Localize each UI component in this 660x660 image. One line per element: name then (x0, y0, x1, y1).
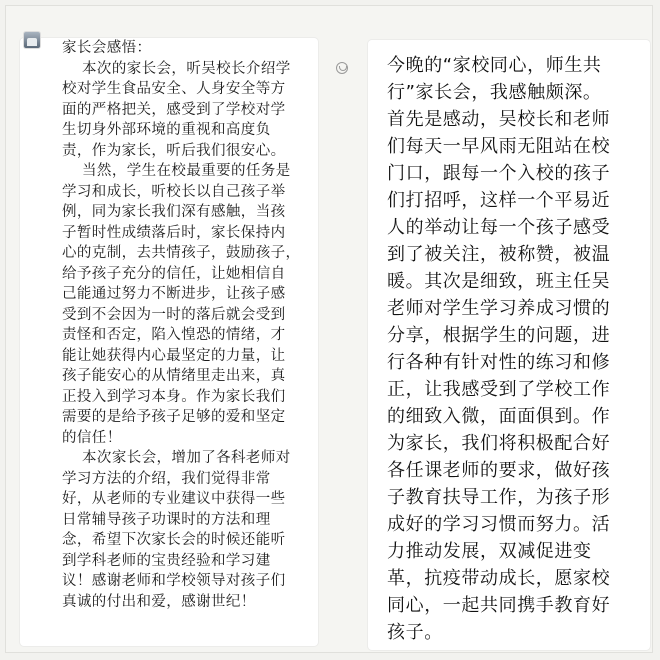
message-line: 同心，一起共同携手教育好 (387, 595, 611, 616)
message-line: 真诚的付出和爱，感谢世纪！ (62, 593, 256, 610)
message-line: 今晚的“家校同心，师生共 (387, 55, 602, 76)
message-line: 正投入到学习本身。作为家长我们 (62, 388, 286, 405)
message-line: 的细致入微，面面俱到。作 (387, 406, 611, 427)
message-line: 受到不会因为一时的落后就会受到 (62, 306, 286, 323)
message-line: 面的严格把关，感受到了学校对学 (62, 101, 286, 118)
message-line: 子教育扶导工作，为孩子形 (387, 487, 611, 508)
chat-bubble-icon (336, 62, 348, 74)
message-line: 分享，根据学生的问题，进 (387, 325, 611, 346)
message-line: 到了被关注，被称赞，被温 (387, 244, 611, 265)
message-line: 能让她获得内心最坚定的力量，让 (62, 347, 286, 364)
message-line: 孩子。 (387, 622, 443, 643)
message-line: 家长会感悟： (62, 40, 152, 56)
message-line: 到学科老师的宝贵经验和学习建 (62, 552, 271, 569)
message-line: 暖。其次是细致，班主任吴 (387, 271, 611, 292)
message-line: 议！感谢老师和学校领导对孩子们 (62, 573, 286, 589)
message-line: 己能通过努力不断进步，让孩子感 (62, 286, 286, 302)
message-line: 行”家长会，我感触颇深。 (387, 82, 602, 103)
message-line: 日常辅导孩子功课时的方法和理 (62, 511, 271, 528)
message-line: 需要的是给予孩子足够的爱和坚定 (62, 409, 286, 425)
right-message-text (387, 52, 649, 646)
message-line: 的信任！ (62, 429, 122, 446)
message-line: 校对学生食品安全、人身安全等方 (62, 81, 286, 97)
message-line: 责，作为家长，听后我们很安心。 (62, 142, 286, 159)
message-line: 学习方法的介绍，我们觉得非常 (62, 470, 271, 487)
avatar-icon[interactable] (24, 32, 40, 48)
message-line: 老师对学生学习养成习惯的 (387, 298, 611, 319)
message-line: 成好的学习习惯而努力。活 (387, 514, 611, 535)
message-line: 生切身外部环境的重视和高度负 (62, 122, 271, 138)
message-line: 学习和成长，听校长以自己孩子举 (62, 183, 286, 200)
message-line: 好，从老师的专业建议中获得一些 (62, 491, 286, 507)
message-line: 当然，学生在校最重要的任务是 (62, 163, 291, 179)
message-line: 念，希望下次家长会的时候还能听 (62, 532, 286, 548)
message-line: 心的克制，去共情孩子，鼓励孩子， (62, 245, 301, 261)
message-line: 本次家长会，增加了各科老师对 (62, 450, 291, 466)
message-line: 首先是感动，吴校长和老师 (387, 109, 611, 130)
message-line: 给予孩子充分的信任，让她相信自 (62, 265, 286, 282)
message-line: 力推动发展，双减促进变 (387, 541, 592, 562)
message-line: 子暂时性成绩落后时，家长保持内 (62, 224, 286, 241)
message-line: 行各种有针对性的练习和修 (387, 352, 611, 373)
left-message-text (62, 38, 317, 612)
message-line: 人的举动让每一个孩子感受 (387, 217, 611, 238)
message-line: 门口，跟每一个入校的孩子 (387, 163, 611, 184)
message-line: 们打招呼，这样一个平易近 (387, 190, 611, 211)
message-line: 为家长，我们将积极配合好 (387, 433, 611, 454)
message-line: 正，让我感受到了学校工作 (387, 379, 611, 400)
message-line: 们每天一早风雨无阻站在校 (387, 136, 611, 157)
message-line: 例，同为家长我们深有感触，当孩 (62, 204, 286, 220)
message-line: 各任课老师的要求，做好孩 (387, 460, 611, 481)
message-line: 本次的家长会，听吴校长介绍学 (62, 60, 291, 77)
message-line: 孩子能安心的从情绪里走出来，真 (62, 368, 286, 384)
message-line: 革，抗疫带动成长，愿家校 (387, 568, 611, 589)
message-line: 责怪和否定，陷入惶恐的情绪，才 (62, 327, 286, 343)
